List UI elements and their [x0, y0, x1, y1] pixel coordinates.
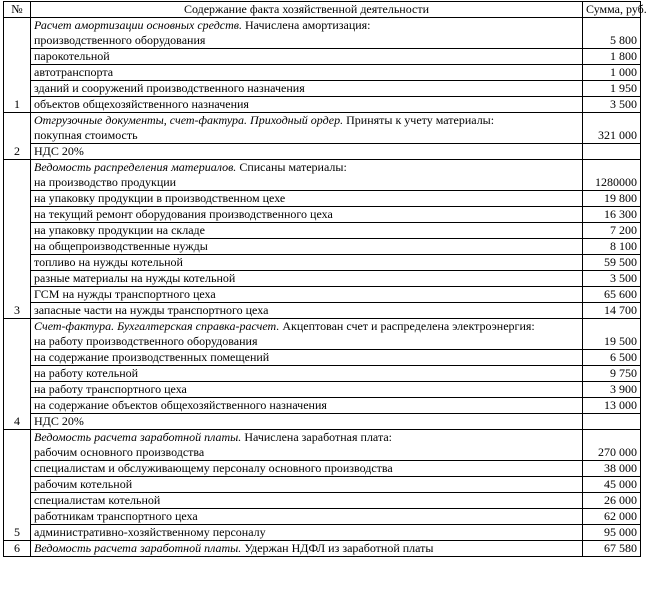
line-description: на текущий ремонт оборудования производственного цеха	[31, 207, 583, 223]
amount-cell: 3 500	[583, 271, 641, 287]
amount-cell: 26 000	[583, 493, 641, 509]
amount-cell: 1 800	[583, 49, 641, 65]
operation-heading	[34, 113, 579, 128]
document-page	[3, 1, 647, 557]
first-line-item: производственного оборудования	[34, 33, 206, 47]
table-row	[4, 65, 641, 81]
table-row	[4, 461, 641, 477]
source-document: Ведомость распределения материалов.	[34, 160, 237, 174]
line-description: на работу котельной	[31, 366, 583, 382]
amount-cell: 13 000	[583, 398, 641, 414]
operation-number: 2	[4, 113, 31, 160]
line-description: на общепроизводственные нужды	[31, 239, 583, 255]
amount-cell: 8 100	[583, 239, 641, 255]
line-description: объектов общехозяйственного назначения	[31, 97, 583, 113]
operation-text: Начислена заработная плата:	[241, 430, 392, 444]
first-line-item: покупная стоимость	[34, 128, 138, 142]
table-row	[4, 271, 641, 287]
line-description: НДС 20%	[31, 414, 583, 430]
table-row	[4, 477, 641, 493]
amount-cell: 9 750	[583, 366, 641, 382]
amount-cell: 19 800	[583, 191, 641, 207]
table-row	[4, 414, 641, 430]
line-description: работникам транспортного цеха	[31, 509, 583, 525]
table-row	[4, 160, 641, 191]
amount-cell: 62 000	[583, 509, 641, 525]
line-description: парокотельной	[31, 49, 583, 65]
amount-cell: 45 000	[583, 477, 641, 493]
operation-description	[31, 160, 583, 191]
table-row	[4, 97, 641, 113]
line-description: специалистам и обслуживающему персоналу основного производства	[31, 461, 583, 477]
table-row	[4, 350, 641, 366]
table-row	[4, 287, 641, 303]
operation-description	[31, 113, 583, 144]
operation-number: 1	[4, 18, 31, 113]
table-row	[4, 18, 641, 49]
table-row	[4, 509, 641, 525]
table-row	[4, 49, 641, 65]
amount-cell: 14 700	[583, 303, 641, 319]
table-row	[4, 366, 641, 382]
operation-number: 4	[4, 319, 31, 430]
line-description: запасные части на нужды транспортного цеха	[31, 303, 583, 319]
table-row	[4, 223, 641, 239]
amount-cell	[583, 414, 641, 430]
operation-heading	[34, 18, 579, 33]
amount-cell: 1 950	[583, 81, 641, 97]
operation-number: 5	[4, 430, 31, 541]
table-row	[4, 541, 641, 557]
operation-heading	[34, 160, 579, 175]
table-row	[4, 319, 641, 350]
table-row	[4, 303, 641, 319]
table-row	[4, 144, 641, 160]
operation-text: Акцептован счет и распределена электроэнергия:	[279, 319, 535, 333]
header-description: Содержание факта хозяйственной деятельности	[31, 2, 583, 18]
amount-cell: 5 800	[583, 18, 641, 49]
amount-cell: 19 500	[583, 319, 641, 350]
operation-text: Удержан НДФЛ из заработной платы	[241, 541, 434, 555]
ledger-body	[4, 18, 641, 557]
amount-cell	[583, 144, 641, 160]
table-row	[4, 382, 641, 398]
source-document: Отгрузочные документы, счет-фактура. Приходный ордер.	[34, 113, 344, 127]
ledger-table	[3, 1, 647, 557]
line-description: на содержание объектов общехозяйственного назначения	[31, 398, 583, 414]
line-description: на упаковку продукции в производственном цехе	[31, 191, 583, 207]
operation-text: Приняты к учету материалы:	[343, 113, 495, 127]
operation-description	[31, 541, 583, 557]
amount-cell: 95 000	[583, 525, 641, 541]
amount-cell: 1280000	[583, 160, 641, 191]
line-description: ГСМ на нужды транспортного цеха	[31, 287, 583, 303]
header-amount: Сумма, руб.	[583, 2, 641, 18]
amount-cell: 38 000	[583, 461, 641, 477]
table-row	[4, 207, 641, 223]
table-row	[4, 430, 641, 461]
amount-cell: 3 500	[583, 97, 641, 113]
table-row	[4, 525, 641, 541]
amount-cell: 67 580	[583, 541, 641, 557]
table-row	[4, 239, 641, 255]
line-description: автотранспорта	[31, 65, 583, 81]
line-description: на работу транспортного цеха	[31, 382, 583, 398]
line-description: топливо на нужды котельной	[31, 255, 583, 271]
table-row	[4, 255, 641, 271]
line-description: на содержание производственных помещений	[31, 350, 583, 366]
table-row	[4, 191, 641, 207]
amount-cell: 321 000	[583, 113, 641, 144]
source-document: Ведомость расчета заработной платы.	[34, 541, 242, 555]
line-description: рабочим котельной	[31, 477, 583, 493]
amount-cell: 59 500	[583, 255, 641, 271]
line-description: зданий и сооружений производственного назначения	[31, 81, 583, 97]
header-row	[4, 2, 641, 18]
operation-text: Начислена амортизация:	[241, 18, 371, 32]
line-description: НДС 20%	[31, 144, 583, 160]
source-document: Расчет амортизации основных средств.	[34, 18, 242, 32]
amount-cell: 1 000	[583, 65, 641, 81]
table-row	[4, 398, 641, 414]
header-number: №	[4, 2, 31, 18]
amount-cell: 65 600	[583, 287, 641, 303]
operation-number: 6	[4, 541, 31, 557]
operation-text: Списаны материалы:	[236, 160, 347, 174]
operation-description	[31, 18, 583, 49]
source-document: Ведомость расчета заработной платы.	[34, 430, 242, 444]
line-description: административно-хозяйственному персоналу	[31, 525, 583, 541]
amount-cell: 3 900	[583, 382, 641, 398]
operation-heading	[34, 319, 579, 334]
first-line-item: на работу производственного оборудования	[34, 334, 258, 348]
amount-cell: 6 500	[583, 350, 641, 366]
amount-cell: 16 300	[583, 207, 641, 223]
line-description: на упаковку продукции на складе	[31, 223, 583, 239]
table-row	[4, 493, 641, 509]
amount-cell: 270 000	[583, 430, 641, 461]
operation-heading	[34, 430, 579, 445]
line-description: разные материалы на нужды котельной	[31, 271, 583, 287]
first-line-item: рабочим основного производства	[34, 445, 205, 459]
first-line-item: на производство продукции	[34, 175, 177, 189]
operation-heading	[34, 541, 579, 556]
source-document: Счет-фактура. Бухгалтерская справка-расчет.	[34, 319, 280, 333]
operation-description	[31, 430, 583, 461]
amount-cell: 7 200	[583, 223, 641, 239]
operation-number: 3	[4, 160, 31, 319]
operation-description	[31, 319, 583, 350]
table-row	[4, 113, 641, 144]
table-row	[4, 81, 641, 97]
line-description: специалистам котельной	[31, 493, 583, 509]
